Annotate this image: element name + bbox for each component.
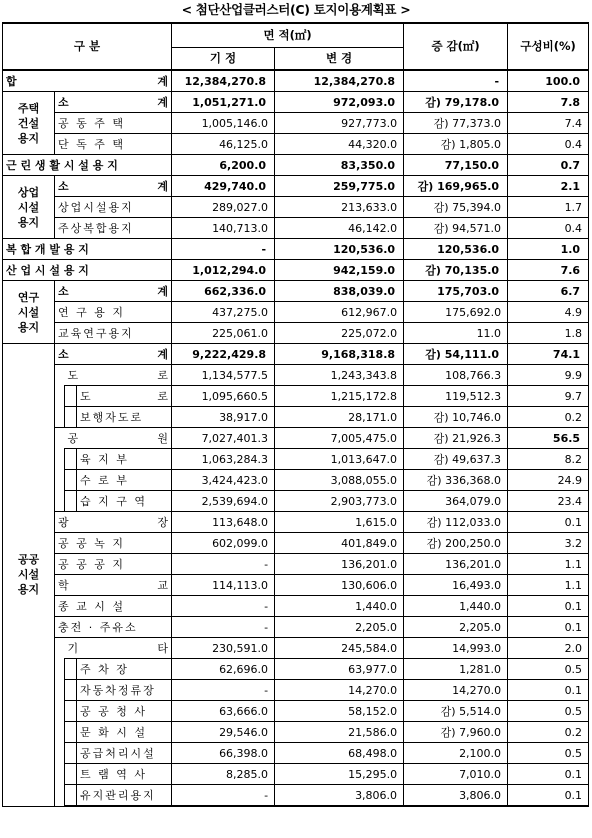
label-left: 광 <box>58 515 69 529</box>
existing-value: 29,546.0 <box>172 722 275 743</box>
table-cell <box>65 680 77 701</box>
existing-value: 1,005,146.0 <box>172 113 275 134</box>
road-label <box>65 365 172 386</box>
header-existing: 기 정 <box>172 48 275 71</box>
ratio-value: 2.0 <box>508 638 589 659</box>
diff-value: 감) 336,368.0 <box>404 470 508 491</box>
table-row <box>3 743 589 764</box>
ratio-value: 0.4 <box>508 218 589 239</box>
table-row <box>3 197 589 218</box>
ratio-value: 0.1 <box>508 680 589 701</box>
table-row <box>3 617 589 638</box>
diff-value: 감) 5,514.0 <box>404 701 508 722</box>
existing-value: 1,063,284.3 <box>172 449 275 470</box>
row-label: 상업시설용지 <box>55 197 172 218</box>
existing-value: - <box>172 239 275 260</box>
table-row <box>3 554 589 575</box>
changed-value: 130,606.0 <box>275 575 404 596</box>
green-label: 공 공 녹 지 <box>55 533 172 554</box>
diff-value: 3,806.0 <box>404 785 508 807</box>
subtotal-label <box>55 344 172 365</box>
diff-value: 119,512.3 <box>404 386 508 407</box>
table-row <box>3 134 589 155</box>
diff-value: 175,703.0 <box>404 281 508 302</box>
row-label <box>77 386 172 407</box>
table-row <box>3 659 589 680</box>
changed-value: 401,849.0 <box>275 533 404 554</box>
label-right: 교 <box>157 578 169 592</box>
table-title: < 첨단산업클러스터(C) 토지이용계획표 > <box>181 2 411 17</box>
changed-value: 1,615.0 <box>275 512 404 533</box>
changed-value: 68,498.0 <box>275 743 404 764</box>
diff-value: 감) 75,394.0 <box>404 197 508 218</box>
table-row <box>3 386 589 407</box>
changed-value: 838,039.0 <box>275 281 404 302</box>
row-label: 공 동 주 택 <box>55 113 172 134</box>
row-label: 연 구 용 지 <box>55 302 172 323</box>
diff-value: 14,993.0 <box>404 638 508 659</box>
diff-value: 2,100.0 <box>404 743 508 764</box>
ratio-value: 0.2 <box>508 407 589 428</box>
label-right: 계 <box>157 179 169 193</box>
header-changed: 변 경 <box>275 48 404 71</box>
label-right: 장 <box>157 515 169 529</box>
complexdev-label: 복 합 개 발 용 지 <box>3 239 172 260</box>
changed-value: 83,350.0 <box>275 155 404 176</box>
changed-value: 942,159.0 <box>275 260 404 281</box>
existing-value: 1,095,660.5 <box>172 386 275 407</box>
table-cell <box>65 470 77 491</box>
changed-value: 7,005,475.0 <box>275 428 404 449</box>
label-right: 계 <box>157 347 169 361</box>
row-label: 교육연구용지 <box>55 323 172 344</box>
changed-value: 9,168,318.8 <box>275 344 404 365</box>
changed-value: 136,201.0 <box>275 554 404 575</box>
diff-value: 11.0 <box>404 323 508 344</box>
changed-value: 927,773.0 <box>275 113 404 134</box>
row-label: 공급처리시설 <box>77 743 172 764</box>
label-left: 기 <box>67 641 79 655</box>
table-row <box>3 722 589 743</box>
changed-value: 213,633.0 <box>275 197 404 218</box>
neighborhood-label: 근 린 생 활 시 설 용 지 <box>3 155 172 176</box>
changed-value: 14,270.0 <box>275 680 404 701</box>
commercial-group-label: 상업 시설 용지 <box>3 176 55 239</box>
existing-value: 429,740.0 <box>172 176 275 197</box>
ratio-value: 0.5 <box>508 743 589 764</box>
changed-value: 225,072.0 <box>275 323 404 344</box>
existing-value: 46,125.0 <box>172 134 275 155</box>
changed-value: 1,243,343.8 <box>275 365 404 386</box>
park-label <box>65 428 172 449</box>
table-row <box>3 281 589 302</box>
table-row <box>3 113 589 134</box>
diff-value: 136,201.0 <box>404 554 508 575</box>
header-diff: 증 감(㎡) <box>404 23 508 70</box>
changed-value: 2,205.0 <box>275 617 404 638</box>
existing-value: - <box>172 554 275 575</box>
label-left: 도 <box>80 389 91 403</box>
table-cell <box>65 491 77 512</box>
label-left: 소 <box>58 347 69 361</box>
diff-value: 감) 70,135.0 <box>404 260 508 281</box>
ratio-value: 9.9 <box>508 365 589 386</box>
table-row <box>3 92 589 113</box>
table-cell <box>65 743 77 764</box>
table-cell <box>65 659 77 680</box>
row-label: 주상복합용지 <box>55 218 172 239</box>
changed-value: 15,295.0 <box>275 764 404 785</box>
existing-value: - <box>172 617 275 638</box>
changed-value: 972,093.0 <box>275 92 404 113</box>
existing-value: 2,539,694.0 <box>172 491 275 512</box>
header-ratio: 구성비(%) <box>508 23 589 70</box>
diff-value: 감) 1,805.0 <box>404 134 508 155</box>
label-left: 학 <box>58 578 69 592</box>
label-left: 소 <box>58 284 69 298</box>
existing-value: 12,384,270.8 <box>172 70 275 92</box>
diff-value: - <box>404 70 508 92</box>
existing-value: 437,275.0 <box>172 302 275 323</box>
changed-value: 58,152.0 <box>275 701 404 722</box>
changed-value: 3,806.0 <box>275 785 404 807</box>
row-label: 보행자도로 <box>77 407 172 428</box>
ratio-value: 7.4 <box>508 113 589 134</box>
changed-value: 28,171.0 <box>275 407 404 428</box>
existing-value: 8,285.0 <box>172 764 275 785</box>
table-cell <box>65 722 77 743</box>
label-right: 계 <box>157 284 169 298</box>
existing-value: 114,113.0 <box>172 575 275 596</box>
table-row <box>3 260 589 281</box>
ratio-value: 23.4 <box>508 491 589 512</box>
diff-value: 1,440.0 <box>404 596 508 617</box>
row-label: 공 공 청 사 <box>77 701 172 722</box>
ratio-value: 0.5 <box>508 701 589 722</box>
diff-value: 120,536.0 <box>404 239 508 260</box>
open-label: 공 공 공 지 <box>55 554 172 575</box>
label-left: 소 <box>58 95 69 109</box>
table-row <box>3 323 589 344</box>
ratio-value: 1.1 <box>508 575 589 596</box>
diff-value: 175,692.0 <box>404 302 508 323</box>
ratio-value: 1.8 <box>508 323 589 344</box>
existing-value: 225,061.0 <box>172 323 275 344</box>
table-cell <box>65 407 77 428</box>
ratio-value: 7.8 <box>508 92 589 113</box>
table-row <box>3 491 589 512</box>
ratio-value: 0.2 <box>508 722 589 743</box>
row-label: 수 로 부 <box>77 470 172 491</box>
changed-value: 612,967.0 <box>275 302 404 323</box>
table-cell <box>55 638 65 807</box>
existing-value: 9,222,429.8 <box>172 344 275 365</box>
table-cell <box>65 701 77 722</box>
label-left: 소 <box>58 179 69 193</box>
table-row <box>3 70 589 92</box>
ratio-value: 6.7 <box>508 281 589 302</box>
row-label: 자동차정류장 <box>77 680 172 701</box>
changed-value: 44,320.0 <box>275 134 404 155</box>
label-right: 계 <box>157 95 169 109</box>
ratio-value: 74.1 <box>508 344 589 365</box>
changed-value: 1,440.0 <box>275 596 404 617</box>
table-row <box>3 512 589 533</box>
existing-value: 662,336.0 <box>172 281 275 302</box>
subtotal-label <box>55 92 172 113</box>
table-row <box>3 638 589 659</box>
diff-value: 2,205.0 <box>404 617 508 638</box>
table-row <box>3 365 589 386</box>
table-row <box>3 764 589 785</box>
diff-value: 7,010.0 <box>404 764 508 785</box>
existing-value: 1,051,271.0 <box>172 92 275 113</box>
table-cell <box>65 785 77 807</box>
table-row <box>3 428 589 449</box>
existing-value: 63,666.0 <box>172 701 275 722</box>
existing-value: 1,134,577.5 <box>172 365 275 386</box>
ratio-value: 1.1 <box>508 554 589 575</box>
table-row <box>3 449 589 470</box>
school-label <box>55 575 172 596</box>
other-label <box>65 638 172 659</box>
public-group-label: 공공 시설 용지 <box>3 344 55 807</box>
table-cell <box>55 365 65 428</box>
existing-value: 62,696.0 <box>172 659 275 680</box>
ratio-value: 0.1 <box>508 512 589 533</box>
diff-value: 감) 10,746.0 <box>404 407 508 428</box>
total-label <box>3 70 172 92</box>
ratio-value: 100.0 <box>508 70 589 92</box>
religion-label: 종 교 시 설 <box>55 596 172 617</box>
row-label: 단 독 주 택 <box>55 134 172 155</box>
ratio-value: 4.9 <box>508 302 589 323</box>
table-row <box>3 176 589 197</box>
industrial-label: 산 업 시 설 용 지 <box>3 260 172 281</box>
plaza-label <box>55 512 172 533</box>
ratio-value: 0.1 <box>508 596 589 617</box>
label-left: 도 <box>67 368 79 382</box>
diff-value: 14,270.0 <box>404 680 508 701</box>
existing-value: 1,012,294.0 <box>172 260 275 281</box>
ratio-value: 3.2 <box>508 533 589 554</box>
label-right: 로 <box>157 389 169 403</box>
table-row <box>3 239 589 260</box>
diff-value: 감) 94,571.0 <box>404 218 508 239</box>
row-label: 트 램 역 사 <box>77 764 172 785</box>
label-left: 합 <box>6 74 17 88</box>
subtotal-label <box>55 176 172 197</box>
diff-value: 77,150.0 <box>404 155 508 176</box>
existing-value: 289,027.0 <box>172 197 275 218</box>
changed-value: 2,903,773.0 <box>275 491 404 512</box>
existing-value: 66,398.0 <box>172 743 275 764</box>
diff-value: 감) 49,637.3 <box>404 449 508 470</box>
changed-value: 46,142.0 <box>275 218 404 239</box>
existing-value: 3,424,423.0 <box>172 470 275 491</box>
row-label: 습 지 구 역 <box>77 491 172 512</box>
diff-value: 감) 79,178.0 <box>404 92 508 113</box>
table-row <box>3 575 589 596</box>
land-use-table <box>2 22 589 807</box>
label-right: 계 <box>157 74 169 88</box>
label-right: 원 <box>157 431 169 445</box>
ratio-value: 0.1 <box>508 785 589 807</box>
row-label: 유지관리용지 <box>77 785 172 807</box>
ratio-value: 0.7 <box>508 155 589 176</box>
charging-label: 충전 · 주유소 <box>55 617 172 638</box>
diff-value: 감) 200,250.0 <box>404 533 508 554</box>
changed-value: 120,536.0 <box>275 239 404 260</box>
table-row <box>3 533 589 554</box>
subtotal-label <box>55 281 172 302</box>
diff-value: 16,493.0 <box>404 575 508 596</box>
table-row <box>3 218 589 239</box>
row-label: 문 화 시 설 <box>77 722 172 743</box>
ratio-value: 0.4 <box>508 134 589 155</box>
table-row <box>3 785 589 807</box>
ratio-value: 8.2 <box>508 449 589 470</box>
table-row <box>3 701 589 722</box>
label-right: 타 <box>157 641 169 655</box>
label-left: 공 <box>67 431 79 445</box>
diff-value: 감) 54,111.0 <box>404 344 508 365</box>
diff-value: 감) 77,373.0 <box>404 113 508 134</box>
diff-value: 감) 7,960.0 <box>404 722 508 743</box>
ratio-value: 7.6 <box>508 260 589 281</box>
ratio-value: 0.5 <box>508 659 589 680</box>
existing-value: - <box>172 785 275 807</box>
table-cell <box>65 764 77 785</box>
existing-value: - <box>172 680 275 701</box>
ratio-value: 24.9 <box>508 470 589 491</box>
changed-value: 12,384,270.8 <box>275 70 404 92</box>
ratio-value: 9.7 <box>508 386 589 407</box>
existing-value: 38,917.0 <box>172 407 275 428</box>
ratio-value: 0.1 <box>508 764 589 785</box>
diff-value: 감) 112,033.0 <box>404 512 508 533</box>
ratio-value: 1.0 <box>508 239 589 260</box>
existing-value: 230,591.0 <box>172 638 275 659</box>
table-row <box>3 470 589 491</box>
research-group-label: 연구 시설 용지 <box>3 281 55 344</box>
diff-value: 1,281.0 <box>404 659 508 680</box>
header-area: 면 적(㎡) <box>172 23 404 48</box>
table-row <box>3 596 589 617</box>
table-row <box>3 407 589 428</box>
table-cell <box>65 449 77 470</box>
changed-value: 21,586.0 <box>275 722 404 743</box>
changed-value: 3,088,055.0 <box>275 470 404 491</box>
existing-value: 140,713.0 <box>172 218 275 239</box>
table-cell <box>55 428 65 512</box>
changed-value: 63,977.0 <box>275 659 404 680</box>
table-cell <box>65 386 77 407</box>
existing-value: - <box>172 596 275 617</box>
existing-value: 7,027,401.3 <box>172 428 275 449</box>
table-row <box>3 344 589 365</box>
table-row <box>3 155 589 176</box>
diff-value: 감) 169,965.0 <box>404 176 508 197</box>
existing-value: 113,648.0 <box>172 512 275 533</box>
existing-value: 602,099.0 <box>172 533 275 554</box>
ratio-value: 2.1 <box>508 176 589 197</box>
changed-value: 259,775.0 <box>275 176 404 197</box>
changed-value: 1,013,647.0 <box>275 449 404 470</box>
label-right: 로 <box>157 368 169 382</box>
diff-value: 364,079.0 <box>404 491 508 512</box>
housing-group-label: 주택 건설 용지 <box>3 92 55 155</box>
existing-value: 6,200.0 <box>172 155 275 176</box>
changed-value: 245,584.0 <box>275 638 404 659</box>
table-row <box>3 680 589 701</box>
row-label: 주 차 장 <box>77 659 172 680</box>
ratio-value: 56.5 <box>508 428 589 449</box>
table-row <box>3 302 589 323</box>
ratio-value: 1.7 <box>508 197 589 218</box>
ratio-value: 0.1 <box>508 617 589 638</box>
row-label: 육 지 부 <box>77 449 172 470</box>
header-category: 구 분 <box>3 23 172 70</box>
diff-value: 감) 21,926.3 <box>404 428 508 449</box>
diff-value: 108,766.3 <box>404 365 508 386</box>
changed-value: 1,215,172.8 <box>275 386 404 407</box>
